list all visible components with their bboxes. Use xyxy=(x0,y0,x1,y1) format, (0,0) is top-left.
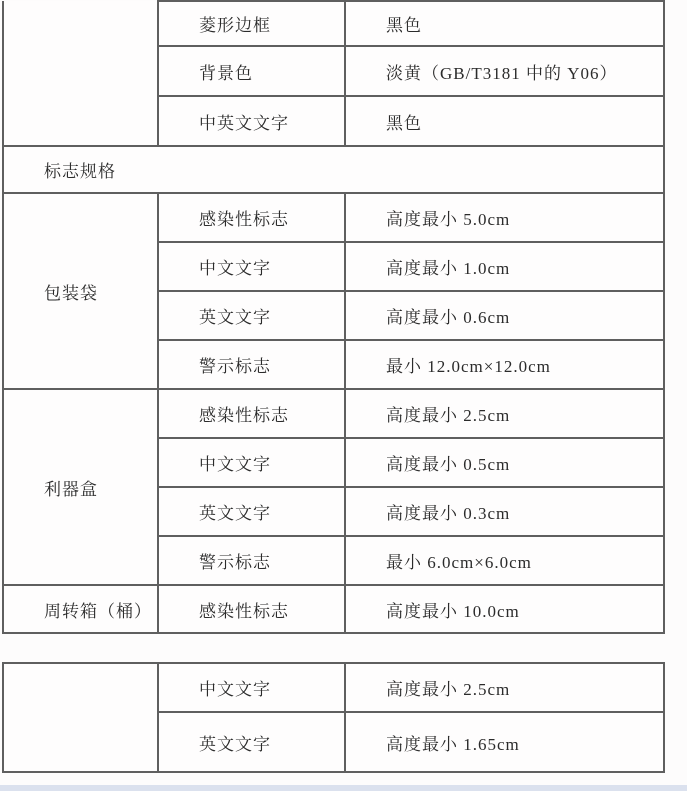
value-cell: 最小 12.0cm×12.0cm xyxy=(345,340,664,389)
field-cell: 警示标志 xyxy=(158,536,345,585)
category-cell-empty xyxy=(3,663,158,772)
field-cell: 中文文字 xyxy=(158,663,345,712)
value-cell: 淡黄（GB/T3181 中的 Y06） xyxy=(345,46,664,96)
value-cell: 高度最小 5.0cm xyxy=(345,193,664,242)
field-cell: 感染性标志 xyxy=(158,193,345,242)
spec-table-bottom xyxy=(2,662,665,773)
value-cell: 黑色 xyxy=(345,96,664,146)
bottom-divider-strip xyxy=(0,785,687,791)
field-cell: 感染性标志 xyxy=(158,585,345,633)
table-row xyxy=(3,663,664,712)
table-row xyxy=(3,193,664,242)
section-header-row xyxy=(3,146,664,193)
value-cell: 高度最小 1.65cm xyxy=(345,712,664,772)
category-cell: 利器盒 xyxy=(3,389,158,585)
spec-table-main xyxy=(2,0,665,634)
field-cell: 中文文字 xyxy=(158,438,345,487)
field-cell: 英文文字 xyxy=(158,487,345,536)
value-cell: 高度最小 1.0cm xyxy=(345,242,664,291)
category-cell: 包装袋 xyxy=(3,193,158,389)
category-cell: 周转箱（桶） xyxy=(3,585,158,633)
field-cell: 背景色 xyxy=(158,46,345,96)
field-cell: 英文文字 xyxy=(158,291,345,340)
table-row xyxy=(3,585,664,633)
table-gap xyxy=(2,634,687,662)
field-cell: 中英文文字 xyxy=(158,96,345,146)
field-cell: 菱形边框 xyxy=(158,1,345,46)
field-cell: 英文文字 xyxy=(158,712,345,772)
section-header-cell: 标志规格 xyxy=(3,146,664,193)
value-cell: 高度最小 10.0cm xyxy=(345,585,664,633)
value-cell: 高度最小 0.3cm xyxy=(345,487,664,536)
value-cell: 高度最小 0.6cm xyxy=(345,291,664,340)
value-cell: 最小 6.0cm×6.0cm xyxy=(345,536,664,585)
field-cell: 感染性标志 xyxy=(158,389,345,438)
table-row xyxy=(3,389,664,438)
field-cell: 警示标志 xyxy=(158,340,345,389)
value-cell: 高度最小 0.5cm xyxy=(345,438,664,487)
value-cell: 黑色 xyxy=(345,1,664,46)
category-cell-empty xyxy=(3,1,158,146)
value-cell: 高度最小 2.5cm xyxy=(345,663,664,712)
table-row xyxy=(3,1,664,46)
value-cell: 高度最小 2.5cm xyxy=(345,389,664,438)
field-cell: 中文文字 xyxy=(158,242,345,291)
